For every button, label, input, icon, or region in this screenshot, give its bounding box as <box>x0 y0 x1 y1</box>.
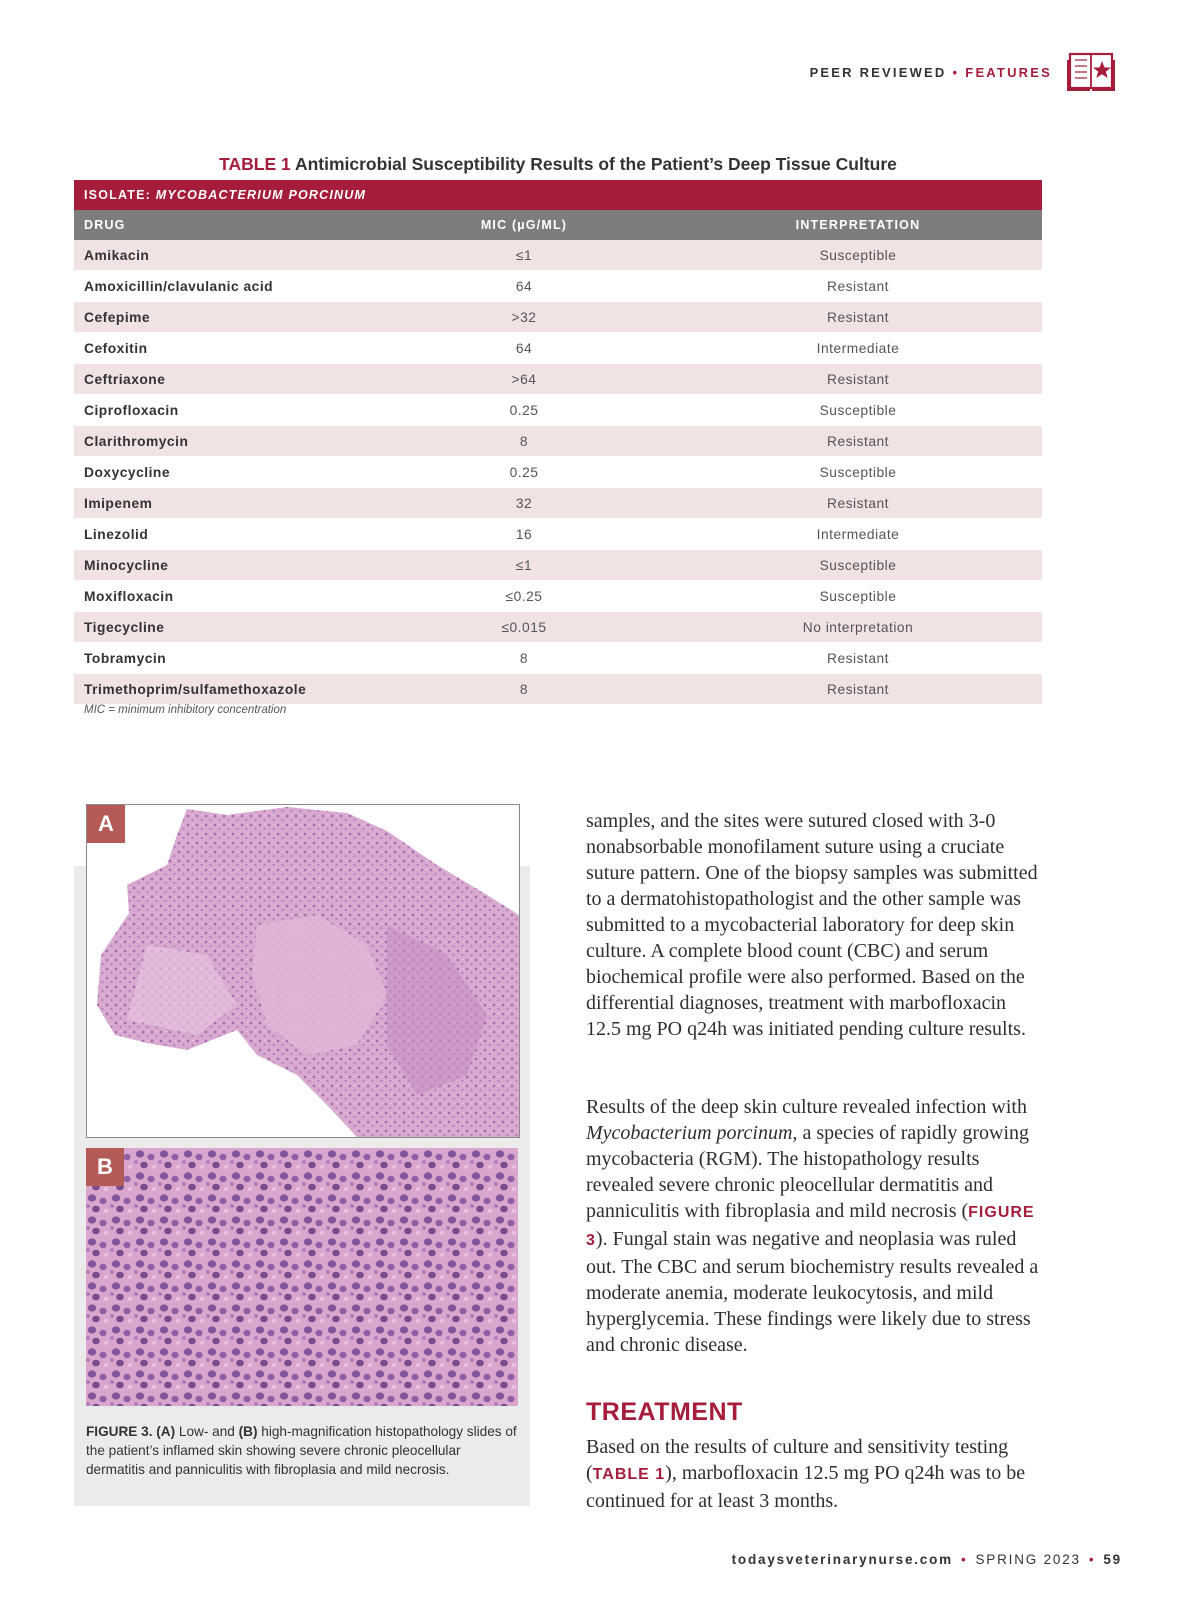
mic-cell: 8 <box>374 674 674 705</box>
table-row <box>74 581 1042 612</box>
interpretation-cell: Resistant <box>674 364 1042 395</box>
paragraph-text <box>586 1094 1046 1358</box>
page-footer <box>732 1552 1122 1567</box>
drug-cell: Ceftriaxone <box>74 364 374 395</box>
caption-text-mid: Low- and <box>175 1424 239 1439</box>
body-paragraph-1 <box>586 808 1046 1042</box>
drug-cell: Linezolid <box>74 519 374 550</box>
figure-caption <box>86 1422 518 1479</box>
table-row <box>74 240 1042 271</box>
interpretation-cell: Susceptible <box>674 395 1042 426</box>
interpretation-cell: Resistant <box>674 488 1042 519</box>
footer-site-link[interactable]: todaysveterinarynurse.com <box>731 1552 953 1567</box>
drug-cell: Doxycycline <box>74 457 374 488</box>
treatment-heading: TREATMENT <box>586 1398 743 1426</box>
book-star-icon <box>1066 52 1116 92</box>
section-features: FEATURES <box>965 64 1052 80</box>
mic-cell: >32 <box>374 302 674 333</box>
drug-cell: Tigecycline <box>74 612 374 643</box>
footer-issue: SPRING 2023 <box>975 1552 1081 1567</box>
table-row <box>74 364 1042 395</box>
panel-b-label: B <box>86 1148 124 1186</box>
isolate-prefix: ISOLATE: <box>84 188 152 202</box>
mic-cell: 0.25 <box>374 457 674 488</box>
mic-cell: ≤0.25 <box>374 581 674 612</box>
drug-cell: Moxifloxacin <box>74 581 374 612</box>
table-footnote: MIC = minimum inhibitory concentration <box>84 704 287 716</box>
p2-text-a: Results of the deep skin culture revealed infection with <box>586 1096 1027 1118</box>
isolate-cell <box>74 180 1042 210</box>
interpretation-cell: Susceptible <box>674 240 1042 271</box>
interpretation-cell: Intermediate <box>674 333 1042 364</box>
drug-cell: Trimethoprim/sulfamethoxazole <box>74 674 374 705</box>
p2-text-c: ). Fungal stain was negative and neoplasia was ruled out. The CBC and serum biochemistry results revealed a moderate anemia, moderate leukocytosis, and mild hyperglycemia. These findings were likely due to stress and chronic disease. <box>586 1228 1039 1356</box>
paragraph-text <box>586 1434 1046 1514</box>
p3-text-a: Based on the results of culture and sensitivity testing ( <box>586 1436 1009 1484</box>
table-row <box>74 271 1042 302</box>
col-header-interpretation: INTERPRETATION <box>674 210 1042 240</box>
drug-cell: Minocycline <box>74 550 374 581</box>
table-row <box>74 395 1042 426</box>
table-1-reference-link[interactable]: TABLE 1 <box>592 1466 666 1483</box>
caption-ref-a: (A) <box>156 1424 176 1439</box>
figure-3-reference-link[interactable]: FIGURE 3 <box>586 1204 1035 1249</box>
mic-cell: >64 <box>374 364 674 395</box>
drug-cell: Tobramycin <box>74 643 374 674</box>
interpretation-cell: No interpretation <box>674 612 1042 643</box>
interpretation-cell: Resistant <box>674 271 1042 302</box>
caption-figure-label: FIGURE 3. <box>86 1424 153 1439</box>
mic-cell: ≤1 <box>374 240 674 271</box>
interpretation-cell: Susceptible <box>674 581 1042 612</box>
table-row <box>74 519 1042 550</box>
table-number: TABLE 1 <box>219 154 291 174</box>
interpretation-cell: Susceptible <box>674 457 1042 488</box>
drug-cell: Cefoxitin <box>74 333 374 364</box>
drug-cell: Amikacin <box>74 240 374 271</box>
drug-cell: Clarithromycin <box>74 426 374 457</box>
header-separator: • <box>952 64 960 80</box>
interpretation-cell: Resistant <box>674 302 1042 333</box>
table-title <box>74 154 1042 175</box>
mic-cell: 0.25 <box>374 395 674 426</box>
figure-panel-b <box>86 1148 518 1406</box>
drug-cell: Cefepime <box>74 302 374 333</box>
mic-cell: 32 <box>374 488 674 519</box>
p3-text-b: ), marbofloxacin 12.5 mg PO q24h was to be continued for at least 3 months. <box>586 1462 1026 1512</box>
histology-high-mag-image <box>86 1148 518 1406</box>
mic-cell: 8 <box>374 643 674 674</box>
table-row <box>74 333 1042 364</box>
panel-a-label: A <box>87 805 125 843</box>
isolate-row <box>74 180 1042 210</box>
table-title-text: Antimicrobial Susceptibility Results of the Patient’s Deep Tissue Culture <box>294 154 897 174</box>
mic-cell: 64 <box>374 333 674 364</box>
species-name: Mycobacterium porcinum, <box>586 1122 798 1144</box>
mic-cell: 64 <box>374 271 674 302</box>
table-row <box>74 612 1042 643</box>
mic-cell: ≤1 <box>374 550 674 581</box>
footer-separator: • <box>1088 1552 1096 1567</box>
drug-cell: Amoxicillin/clavulanic acid <box>74 271 374 302</box>
paragraph-text: samples, and the sites were sutured closed with 3-0 nonabsorbable monofilament suture using a cruciate suture pattern. One of the biopsy samples was submitted to a dermatohistopathologist and the other sample was submitted to a mycobacterial laboratory for deep skin culture. A complete blood count (CBC) and serum biochemical profile were also performed. Based on the differential diagnoses, treatment with marbofloxacin 12.5 mg PO q24h was initiated pending culture results. <box>586 810 1038 1040</box>
table-row <box>74 488 1042 519</box>
mic-cell: 16 <box>374 519 674 550</box>
table-row <box>74 643 1042 674</box>
interpretation-cell: Intermediate <box>674 519 1042 550</box>
page-number: 59 <box>1103 1552 1122 1567</box>
col-header-mic: MIC (µG/ML) <box>374 210 674 240</box>
column-header-row <box>74 210 1042 240</box>
mic-cell: 8 <box>374 426 674 457</box>
interpretation-cell: Resistant <box>674 674 1042 705</box>
mic-cell: ≤0.015 <box>374 612 674 643</box>
figure-panel-a <box>86 804 520 1138</box>
body-paragraph-2 <box>586 1094 1046 1358</box>
susceptibility-table <box>74 180 1042 705</box>
drug-cell: Ciprofloxacin <box>74 395 374 426</box>
page-header <box>810 52 1116 92</box>
col-header-drug: DRUG <box>74 210 374 240</box>
section-peer-reviewed: PEER REVIEWED <box>809 64 947 80</box>
p2-text-b: a species of rapidly growing mycobacteria (RGM). The histopathology results revealed severe chronic pleocellular dermatitis and panniculitis with fibroplasia and mild necrosis ( <box>586 1122 1030 1222</box>
table-row <box>74 550 1042 581</box>
interpretation-cell: Resistant <box>674 426 1042 457</box>
histology-low-mag-image <box>87 805 519 1137</box>
isolate-name: MYCOBACTERIUM PORCINUM <box>155 188 367 202</box>
table-row <box>74 457 1042 488</box>
caption-text-rest: high-magnification histopathology slides of the patient’s inflamed skin showing severe chronic pleocellular dermatitis and panniculitis with fibroplasia and mild necrosis. <box>86 1424 517 1477</box>
interpretation-cell: Susceptible <box>674 550 1042 581</box>
footer-separator: • <box>960 1552 968 1567</box>
caption-ref-b: (B) <box>238 1424 258 1439</box>
table-row <box>74 674 1042 705</box>
table-row <box>74 426 1042 457</box>
table-row <box>74 302 1042 333</box>
drug-cell: Imipenem <box>74 488 374 519</box>
section-label <box>810 65 1052 80</box>
interpretation-cell: Resistant <box>674 643 1042 674</box>
body-paragraph-3 <box>586 1434 1046 1514</box>
